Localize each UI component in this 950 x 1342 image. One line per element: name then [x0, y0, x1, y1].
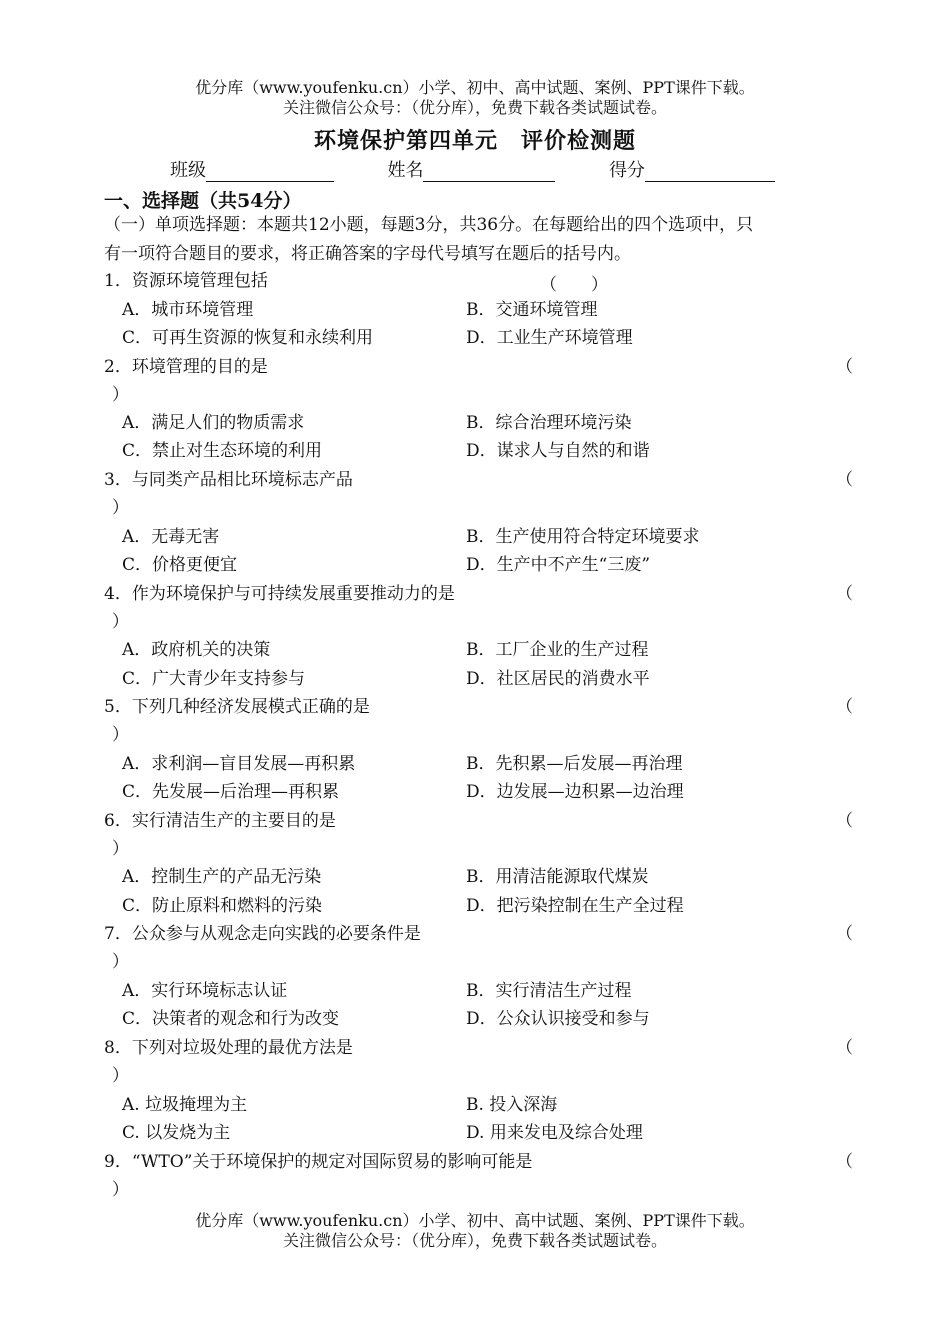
footer-line-1: 优分库（www.youfenku.cn）小学、初中、高中试题、案例、PPT课件下载。	[195, 1211, 755, 1230]
class-label: 班级	[170, 160, 206, 181]
question-6-option-b: B．用清洁能源取代煤炭	[466, 867, 649, 887]
question-4-option-a: A．政府机关的决策	[122, 640, 271, 660]
question-3-option-d: D．生产中不产生“三废”	[466, 555, 651, 575]
question-4-paren-close: ）	[112, 612, 129, 632]
question-7-stem: 7．公众参与从观念走向实践的必要条件是	[104, 924, 421, 944]
question-5-option-c: C．先发展—后治理—再积累	[122, 782, 340, 802]
question-8-option-c: C. 以发烧为主	[122, 1123, 231, 1143]
page-title: 环境保护第四单元 评价检测题	[313, 128, 636, 154]
footer-line-2: 关注微信公众号：（优分库），免费下载各类试题试卷。	[282, 1231, 667, 1250]
question-9-paren-close: ）	[112, 1180, 129, 1200]
question-4-option-d: D．社区居民的消费水平	[466, 669, 650, 689]
question-2-paren-close: ）	[112, 385, 129, 405]
question-4-option-b: B．工厂企业的生产过程	[466, 640, 649, 660]
question-8-paren-close: ）	[112, 1066, 129, 1086]
question-8-option-b: B. 投入深海	[466, 1095, 558, 1115]
question-6-option-d: D．把污染控制在生产全过程	[466, 896, 684, 916]
question-1-answer-parens: （ ）	[540, 275, 608, 295]
question-2-option-d: D．谋求人与自然的和谐	[466, 441, 650, 461]
question-8-paren-open: （	[836, 1038, 853, 1058]
name-label: 姓名	[387, 160, 424, 181]
question-6-paren-open: （	[836, 811, 853, 831]
section-intro-1: （一）单项选择题：本题共12小题，每题3分，共36分。在每题给出的四个选项中，只	[104, 215, 754, 235]
section-intro-2: 有一项符合题目的要求，将正确答案的字母代号填写在题后的括号内。	[104, 244, 631, 264]
header-line-1: 优分库（www.youfenku.cn）小学、初中、高中试题、案例、PPT课件下载。	[195, 78, 755, 97]
question-3-paren-close: ）	[112, 498, 129, 518]
question-7-option-c: C．决策者的观念和行为改变	[122, 1009, 340, 1029]
question-5-option-a: A．求利润—盲目发展—再积累	[122, 754, 356, 774]
question-2-stem: 2．环境管理的目的是	[104, 357, 268, 377]
section-heading: 一、选择题（共54分）	[104, 190, 302, 212]
student-info-row	[170, 156, 775, 182]
question-4-stem: 4．作为环境保护与可持续发展重要推动力的是	[104, 584, 455, 604]
question-6-option-c: C．防止原料和燃料的污染	[122, 896, 323, 916]
question-6-stem: 6．实行清洁生产的主要目的是	[104, 811, 336, 831]
question-3-option-a: A．无毒无害	[122, 527, 220, 547]
question-8-option-d: D. 用来发电及综合处理	[466, 1123, 643, 1143]
question-1-option-c: C．可再生资源的恢复和永续利用	[122, 328, 374, 348]
question-5-option-b: B．先积累—后发展—再治理	[466, 754, 683, 774]
score-blank	[645, 161, 775, 182]
question-6-paren-close: ）	[112, 839, 129, 859]
question-4-paren-open: （	[836, 584, 853, 604]
question-3-option-b: B．生产使用符合特定环境要求	[466, 527, 700, 547]
header-line-2: 关注微信公众号：（优分库），免费下载各类试题试卷。	[282, 98, 667, 117]
question-9-stem: 9．“WTO”关于环境保护的规定对国际贸易的影响可能是	[104, 1152, 533, 1172]
question-6-option-a: A．控制生产的产品无污染	[122, 867, 322, 887]
question-2-option-c: C．禁止对生态环境的利用	[122, 441, 323, 461]
question-9-paren-open: （	[836, 1152, 853, 1172]
question-1-option-d: D．工业生产环境管理	[466, 328, 633, 348]
question-8-option-a: A. 垃圾掩埋为主	[122, 1095, 248, 1115]
question-5-option-d: D．边发展—边积累—边治理	[466, 782, 684, 802]
question-7-paren-open: （	[836, 924, 853, 944]
question-7-option-d: D．公众认识接受和参与	[466, 1009, 650, 1029]
score-label: 得分	[608, 160, 645, 181]
question-7-paren-close: ）	[112, 952, 129, 972]
question-2-option-b: B．综合治理环境污染	[466, 413, 632, 433]
name-blank	[423, 161, 555, 182]
question-7-option-a: A．实行环境标志认证	[122, 981, 288, 1001]
question-2-paren-open: （	[836, 357, 853, 377]
question-1-stem: 1．资源环境管理包括	[104, 271, 268, 291]
question-7-option-b: B．实行清洁生产过程	[466, 981, 632, 1001]
question-2-option-a: A．满足人们的物质需求	[122, 413, 305, 433]
question-5-stem: 5．下列几种经济发展模式正确的是	[104, 697, 370, 717]
question-5-paren-close: ）	[112, 725, 129, 745]
question-3-option-c: C．价格更便宜	[122, 555, 238, 575]
class-blank	[206, 161, 334, 182]
question-1-option-b: B．交通环境管理	[466, 300, 598, 320]
question-3-paren-open: （	[836, 470, 853, 490]
question-1-option-a: A．城市环境管理	[122, 300, 254, 320]
question-8-stem: 8．下列对垃圾处理的最优方法是	[104, 1038, 353, 1058]
question-3-stem: 3．与同类产品相比环境标志产品	[104, 470, 353, 490]
question-4-option-c: C．广大青少年支持参与	[122, 669, 306, 689]
question-5-paren-open: （	[836, 697, 853, 717]
